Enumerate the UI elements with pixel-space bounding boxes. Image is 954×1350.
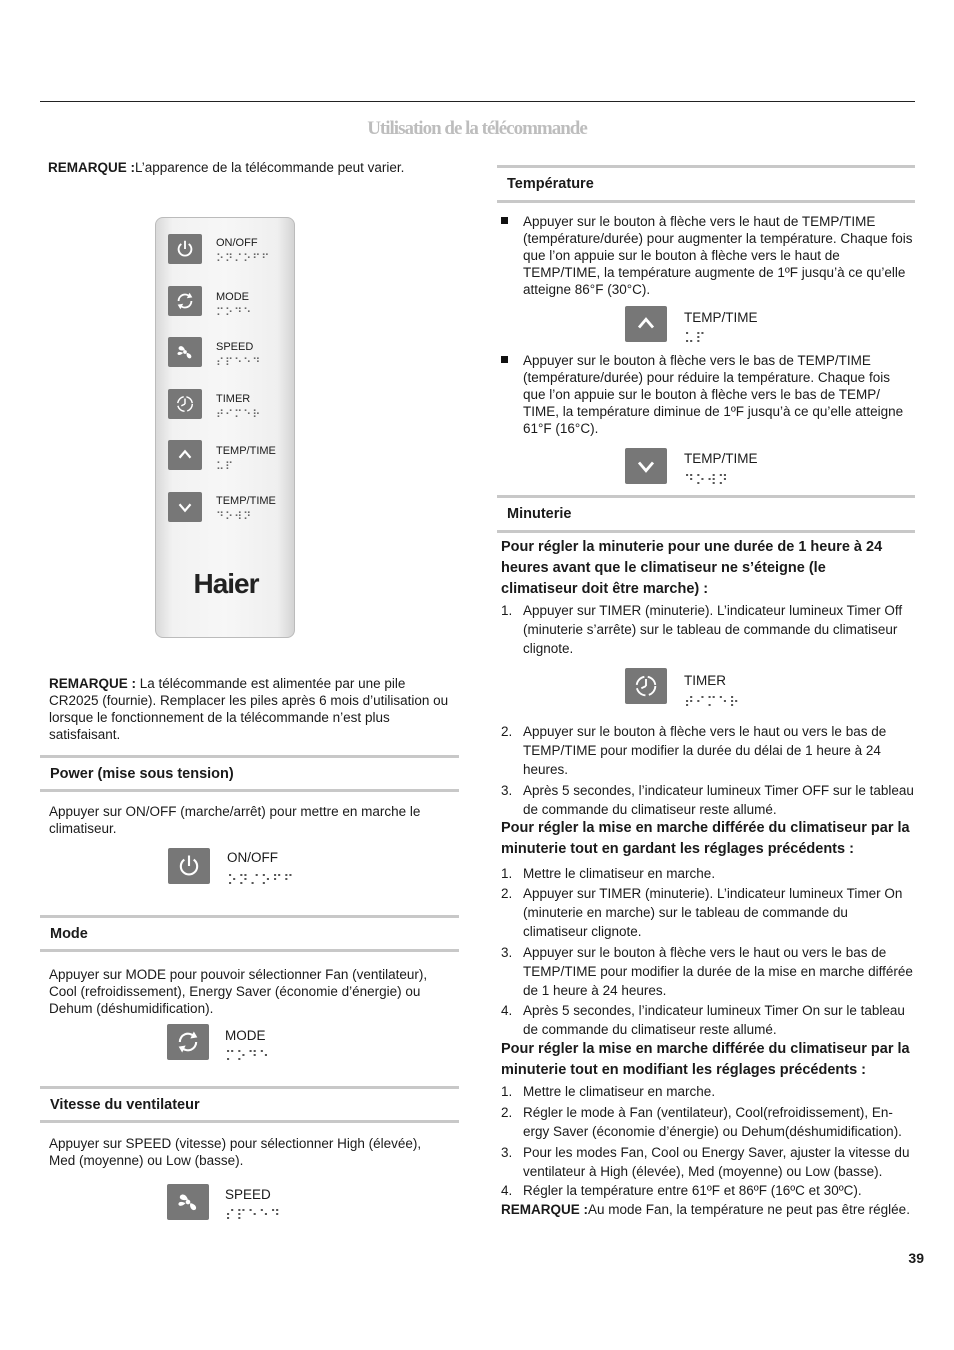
timer-sub2-heading: Pour régler la mise en marche différée du climatiseur par la minuterie tout en gardant les réglages précédents : <box>501 820 910 857</box>
remote-temp-down-button <box>168 492 202 522</box>
timer-icon <box>174 393 196 415</box>
power-braille: ⠕⠝⠌⠕⠋⠋ <box>227 872 295 888</box>
speed-button-label: SPEED <box>225 1187 271 1202</box>
mode-button-illustration <box>167 1024 209 1060</box>
speed-button-illustration <box>167 1184 209 1220</box>
remote-power-button <box>168 234 202 264</box>
item-text: Régler le mode à Fan (ventilateur), Cool(refroidissement), En-ergy Saver (économie d’énergie) ou Dehum(déshumidification). <box>523 1105 902 1139</box>
section-power-heading: Power (mise sous tension) <box>40 755 459 792</box>
haier-logo: Haier <box>193 568 259 599</box>
chevron-down-icon <box>174 496 196 518</box>
temperature-item-down-text: Appuyer sur le bouton à flèche vers le bas de TEMP/TIME (température/durée) pour réduire la température. Chaque fois que l’on appuie sur le bouton à flèche vers le bas de TEMP/ TIME, la température diminue de 1ºF jusqu’à ce qu’elle atteigne 61°F (16°C). <box>523 353 904 436</box>
note-label: REMARQUE : <box>48 160 135 175</box>
power-icon <box>174 238 196 260</box>
timer-sub2-item <box>501 1001 914 1039</box>
item-text: Appuyer sur TIMER (minuterie). L’indicateur lumineux Timer On (minuterie en marche) sur le tableau de commande du climatiseur clignote. <box>523 886 903 939</box>
chevron-up-icon <box>174 444 196 466</box>
temp-up-braille: ⠥⠏ <box>684 330 707 346</box>
item-text: Pour les modes Fan, Cool ou Energy Saver, ajuster la vitesse du ventilateur à High (élevée), Med (moyenne) ou Low (basse). <box>523 1145 910 1179</box>
item-number: 4. <box>501 1183 513 1198</box>
temperature-item-down <box>501 352 914 440</box>
timer-sub3-heading: Pour régler la mise en marche différée du climatiseur par la minuterie tout en modifiant les réglages précédents : <box>501 1041 910 1078</box>
remote-control-illustration <box>155 217 295 638</box>
page-title: Utilisation de la télécommande <box>367 118 587 139</box>
section-timer-heading: Minuterie <box>497 495 915 533</box>
timer-braille: ⠞⠊⠍⠑⠗ <box>684 694 741 710</box>
item-text: Régler la température entre 61ºF et 86ºF (16ºC et 30ºC). <box>523 1183 862 1198</box>
item-number: 1. <box>501 603 513 618</box>
timer-sub1-item <box>501 781 914 819</box>
item-number: 3. <box>501 783 513 798</box>
mode-cycle-icon <box>174 290 196 312</box>
note-battery-text: La télécommande est alimentée par une pile CR2025 (fournie). Remplacer les piles après 6 mois d’utilisation ou lorsque le fonctionnement de la télécommande n’est plus satisfaisant. <box>49 676 449 742</box>
temp-up-label: TEMP/TIME <box>684 310 758 325</box>
remote-braille-temp-up: ⠥⠏ <box>216 461 235 473</box>
bullet-square <box>501 217 508 224</box>
power-icon <box>175 852 203 880</box>
mode-button-label: MODE <box>225 1028 266 1043</box>
item-number: 1. <box>501 866 513 881</box>
chevron-up-icon <box>632 310 660 338</box>
item-text: Appuyer sur TIMER (minuterie). L’indicateur lumineux Timer Off (minuterie s’arrête) sur le tableau de commande du climatiseur clignote. <box>523 603 903 656</box>
section-temperature-heading: Température <box>497 165 915 203</box>
remote-braille-timer: ⠞⠊⠍⠑⠗ <box>216 409 262 421</box>
final-note-label: REMARQUE : <box>501 1202 588 1217</box>
note-battery <box>49 675 449 743</box>
timer-sub1-item <box>501 722 914 780</box>
mode-braille: ⠍⠕⠙⠑ <box>225 1048 271 1064</box>
item-text: Mettre le climatiseur en marche. <box>523 1084 716 1099</box>
remote-timer-button <box>168 389 202 419</box>
bullet-square <box>501 356 508 363</box>
temperature-item-up <box>501 213 914 301</box>
remote-label-speed: SPEED <box>216 341 254 353</box>
remote-speed-button <box>168 337 202 367</box>
page-number: 39 <box>908 1250 924 1266</box>
remote-label-temp-up: TEMP/TIME <box>216 445 276 457</box>
item-number: 3. <box>501 945 513 960</box>
remote-braille-mode: ⠍⠕⠙⠑ <box>216 307 253 319</box>
temperature-item-up-text: Appuyer sur le bouton à flèche vers le haut de TEMP/TIME (température/durée) pour augmenter la température. Chaque fois que l’on appuie sur le bouton à flèche vers le haut de TEMP/TIME, la température augmente de 1ºF jusqu’à ce qu’elle atteigne 86°F (30°C). <box>523 214 913 297</box>
section-mode-heading: Mode <box>40 915 459 952</box>
speed-braille: ⠎⠏⠑⠑⠙ <box>225 1207 282 1223</box>
note-appearance <box>48 159 468 176</box>
remote-temp-up-button <box>168 440 202 470</box>
item-text: Appuyer sur le bouton à flèche vers le haut ou vers le bas de TEMP/TIME pour modifier la durée de la mise en marche différée de 1 heure à 24 heures. <box>523 945 913 998</box>
note-battery-label: REMARQUE : <box>49 676 136 691</box>
item-number: 2. <box>501 886 513 901</box>
timer-sub3-item <box>501 1103 914 1141</box>
final-note-text: Au mode Fan, la température ne peut pas être réglée. <box>588 1202 910 1217</box>
fan-icon <box>174 1188 202 1216</box>
power-button-illustration <box>168 848 210 884</box>
item-text: Après 5 secondes, l’indicateur lumineux Timer On sur le tableau de commande du climatiseur reste allumé. <box>523 1003 905 1037</box>
timer-icon <box>632 672 660 700</box>
mode-cycle-icon <box>174 1028 202 1056</box>
timer-sub2-item <box>501 943 914 1001</box>
timer-button-label: TIMER <box>684 673 726 688</box>
item-number: 4. <box>501 1003 513 1018</box>
section-fan-heading: Vitesse du ventilateur <box>40 1086 459 1123</box>
power-text: Appuyer sur ON/OFF (marche/arrêt) pour mettre en marche le climatiseur. <box>49 804 421 836</box>
remote-label-timer: TIMER <box>216 393 251 405</box>
final-note <box>501 1200 914 1219</box>
timer-button-illustration <box>625 668 667 704</box>
mode-text: Appuyer sur MODE pour pouvoir sélectionner Fan (ventilateur), Cool (refroidissement), Energy Saver (économie d’énergie) ou Dehum (déshumidification). <box>49 967 428 1016</box>
remote-braille-temp-down: ⠙⠕⠺⠝ <box>216 511 253 523</box>
chevron-down-icon <box>632 452 660 480</box>
remote-mode-button <box>168 286 202 316</box>
timer-sub3-item <box>501 1082 914 1101</box>
item-text: Mettre le climatiseur en marche. <box>523 866 716 881</box>
item-number: 2. <box>501 724 513 739</box>
remote-label-temp-down: TEMP/TIME <box>216 495 276 507</box>
timer-sub3-item <box>501 1143 914 1181</box>
temp-up-button-illustration <box>625 306 667 342</box>
timer-sub2-item <box>501 884 914 942</box>
remote-label-mode: MODE <box>216 291 249 303</box>
power-button-label: ON/OFF <box>227 850 278 865</box>
item-text: Appuyer sur le bouton à flèche vers le haut ou vers le bas de TEMP/TIME pour modifier la durée du délai de 1 heure à 24 heures. <box>523 724 887 777</box>
item-text: Après 5 secondes, l’indicateur lumineux Timer OFF sur le tableau de commande du climatiseur reste allumé. <box>523 783 914 817</box>
item-number: 3. <box>501 1145 513 1160</box>
timer-sub2-item <box>501 864 914 883</box>
timer-sub3-item <box>501 1181 914 1200</box>
timer-sub1-item <box>501 601 914 659</box>
temp-down-braille: ⠙⠕⠺⠝ <box>684 472 730 488</box>
top-rule <box>40 101 915 102</box>
remote-label-onoff: ON/OFF <box>216 237 258 249</box>
remote-braille-speed: ⠎⠏⠑⠑⠙ <box>216 357 262 369</box>
timer-sub1-heading: Pour régler la minuterie pour une durée de 1 heure à 24 heures avant que le climatiseur ne s’éteigne (le climatiseur doit être marche) : <box>501 539 883 597</box>
fan-icon <box>174 341 196 363</box>
fan-text: Appuyer sur SPEED (vitesse) pour sélectionner High (élevée), Med (moyenne) ou Low (basse). <box>49 1136 422 1168</box>
item-number: 2. <box>501 1105 513 1120</box>
note-text: L’apparence de la télécommande peut varier. <box>135 160 405 175</box>
item-number: 1. <box>501 1084 513 1099</box>
temp-down-label: TEMP/TIME <box>684 451 758 466</box>
temp-down-button-illustration <box>625 448 667 484</box>
remote-braille-onoff: ⠕⠝⠌⠕⠋⠋ <box>216 253 271 265</box>
